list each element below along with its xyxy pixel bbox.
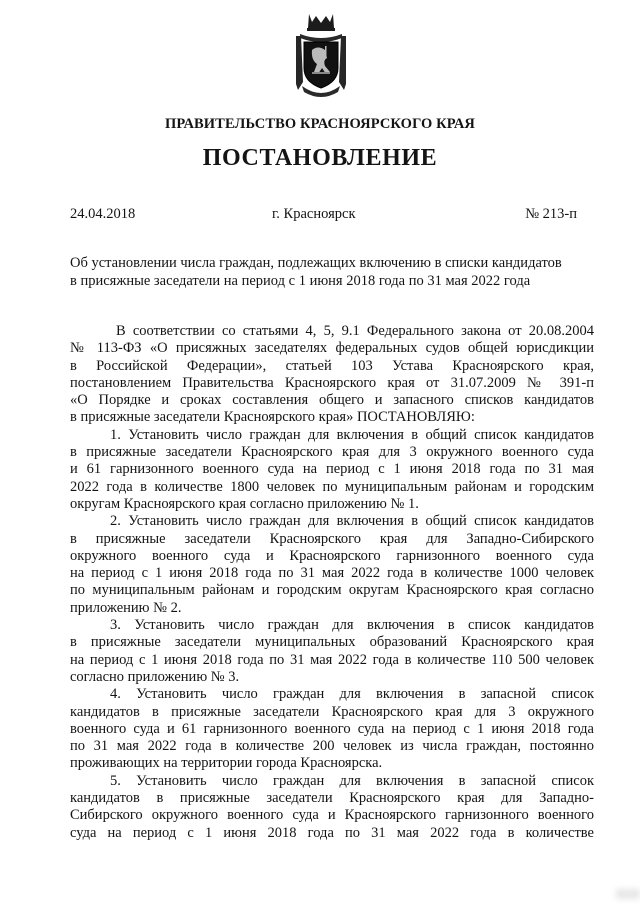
body-line: и 61 гарнизонного военного суда на период с 1 июня 2018 года по 31 мая <box>70 461 594 478</box>
document-body <box>70 323 594 842</box>
government-title: ПРАВИТЕЛЬСТВО КРАСНОЯРСКОГО КРАЯ <box>164 116 475 132</box>
body-line: суда на период с 1 июня 2018 года по 31 мая 2022 года в количестве <box>70 824 594 841</box>
body-line: в присяжные заседатели Красноярского края для Западно-Сибирского <box>70 530 594 547</box>
body-line: 4. Установить число граждан для включения в запасной список <box>110 686 594 703</box>
body-line: в Российской Федерации», статьей 103 Устава Красноярского края, <box>70 357 594 374</box>
body-line: округам Красноярского края согласно приложению № 1. <box>70 495 419 512</box>
body-line: постановлением Правительства Красноярского края от 31.07.2009 № 391-п <box>70 374 594 391</box>
subject-line: в присяжные заседатели на период с 1 июня 2018 года по 31 мая 2022 года <box>70 273 531 289</box>
document-number: № 213-п <box>525 206 577 222</box>
body-line: В соответствии со статьями 4, 5, 9.1 Федерального закона от 20.08.2004 <box>116 323 594 339</box>
document-city: г. Красноярск <box>272 206 356 222</box>
body-line: по 31 мая 2022 года в количестве 200 человек из числа граждан, постоянно <box>70 738 594 755</box>
body-line: 3. Установить число граждан для включения в список кандидатов <box>110 617 594 634</box>
body-line: на период с 1 июня 2018 года по 31 мая 2022 года в количестве 110 500 человек <box>70 651 594 668</box>
body-line: 2022 года в количестве 1800 человек по муниципальным районам и городским <box>70 478 594 495</box>
body-line: в присяжные заседатели Красноярского края для 3 окружного военного суда <box>70 444 594 461</box>
body-line: 1. Установить число граждан для включения в общий список кандидатов <box>110 426 594 443</box>
scan-edge-shadow <box>616 889 640 899</box>
body-line: в присяжные заседатели Красноярского края» ПОСТАНОВЛЯЮ: <box>70 409 475 426</box>
body-line: военного суда и 61 гарнизонного военного суда на период с 1 июня 2018 года <box>70 720 594 737</box>
body-line: 2. Установить число граждан для включения в общий список кандидатов <box>110 513 594 530</box>
document-subject <box>70 254 590 290</box>
body-line: приложению № 2. <box>70 599 182 616</box>
body-line: проживающих на территории города Красноярска. <box>70 755 383 772</box>
document-date: 24.04.2018 <box>70 206 136 222</box>
body-line: на период с 1 июня 2018 года по 31 мая 2022 года в количестве 1000 человек <box>70 565 594 582</box>
body-line: Сибирского окружного военного суда и Красноярского гарнизонного военного <box>70 807 594 824</box>
body-line: кандидатов в присяжные заседатели Красноярского края для Западно- <box>70 790 594 807</box>
body-line: 5. Установить число граждан для включения в запасной список <box>110 772 594 789</box>
body-line: «О Порядке и сроках составления общего и запасного списков кандидатов <box>70 392 594 409</box>
body-line: № 113-ФЗ «О присяжных заседателях федеральных судов общей юрисдикции <box>70 340 594 357</box>
body-line: кандидатов в присяжные заседатели Красноярского края для 3 окружного <box>70 703 594 720</box>
document-type-heading: ПОСТАНОВЛЕНИЕ <box>202 145 438 171</box>
body-line: по муниципальным районам и городским округам Красноярского края согласно <box>70 582 594 599</box>
subject-line: Об установлении числа граждан, подлежащих включению в списки кандидатов <box>70 255 562 271</box>
body-line: окружного военного суда и Красноярского гарнизонного военного суда <box>70 547 594 564</box>
body-line: согласно приложению № 3. <box>70 668 240 685</box>
krasnoyarsk-coat-of-arms-icon <box>292 12 350 98</box>
body-line: в присяжные заседатели муниципальных образований Красноярского края <box>70 634 594 651</box>
